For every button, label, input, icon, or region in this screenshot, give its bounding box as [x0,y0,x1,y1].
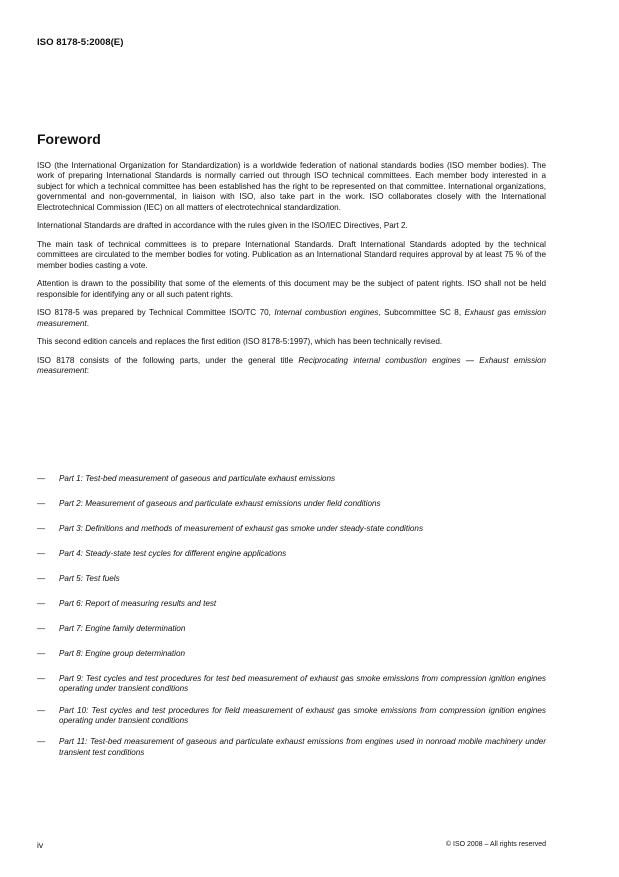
parts-list [37,474,546,769]
list-item [37,706,546,727]
dash: — [37,599,46,608]
dash: — [37,574,46,583]
list-item [37,474,546,484]
dash: — [37,737,46,747]
paragraph: This second edition cancels and replaces the first edition (ISO 8178-5:1997), which has been technically revised. [37,337,443,347]
dash: — [37,474,46,483]
dash: — [37,624,46,633]
list-item-text: Part 5: Test fuels [59,574,120,583]
page-number: iv [37,840,44,850]
list-item-text: Part 4: Steady-state test cycles for different engine applications [59,549,287,558]
text: ISO 8178 consists of the following parts, under the general title [37,355,299,365]
general-title: Reciprocating internal combustion engines — Exhaust emission measurement [37,355,546,376]
section-title: Foreword [37,131,101,147]
paragraph [37,356,546,377]
foreword-body [37,161,546,385]
list-item-text: Part 10: Test cycles and test procedures for field measurement of exhaust gas smoke emissions from compression ignition engines operating under transient conditions [59,705,546,726]
paragraph: International Standards are drafted in accordance with the rules given in the ISO/IEC Directives, Part 2. [37,221,408,231]
list-item-text: Part 6: Report of measuring results and test [59,599,217,608]
list-item [37,549,546,559]
text: ISO 8178-5 was prepared by Technical Committee ISO/TC 70, [37,308,275,318]
list-item [37,599,546,609]
committee-title: Internal combustion engines [274,308,379,318]
list-item-text: Part 9: Test cycles and test procedures for test bed measurement of exhaust gas smoke emissions from compression ignition engines operating under transient conditions [59,674,546,694]
document-id-header: ISO 8178-5:2008(E) [37,37,124,48]
list-item [37,574,546,584]
list-item [37,737,546,758]
paragraph: Attention is drawn to the possibility that some of the elements of this document may be the subject of patent rights. ISO shall not be held responsible for identifying any or all such patent rights. [37,279,546,299]
list-item [37,674,546,695]
dash: — [37,705,46,715]
list-item [37,524,546,534]
dash: — [37,549,46,558]
dash: — [37,524,46,533]
list-item-text: Part 8: Engine group determination [59,649,186,658]
list-item-text: Part 3: Definitions and methods of measurement of exhaust gas smoke under steady-state conditions [59,524,424,533]
paragraph: ISO (the International Organization for Standardization) is a worldwide federation of national standards bodies (ISO member bodies). The work of preparing International Standards is normally carried out through ISO technical committees. Each member body interested in a subject for which a technical committee has been established has the right to be represented on that committee. International organizations, governmental and non-governmental, in liaison with ISO, also take part in the work. ISO collaborates closely with the International Electrotechnical Commission (IEC) on all matters of electrotechnical standardization. [37,161,546,212]
copyright-notice: © ISO 2008 – All rights reserved [445,841,546,848]
paragraph [37,308,546,329]
text: . [86,318,89,328]
list-item-text: Part 7: Engine family determination [59,624,186,633]
text: , Subcommittee SC 8, [378,308,465,318]
list-item [37,649,546,659]
subcommittee-title: Exhaust gas emission measurement [37,308,546,328]
dash: — [37,499,46,508]
list-item-text: Part 1: Test-bed measurement of gaseous and particulate exhaust emissions [59,474,336,483]
list-item-text: Part 11: Test-bed measurement of gaseous and particulate exhaust emissions from engines used in nonroad mobile machinery under transient test conditions [59,737,546,757]
paragraph: The main task of technical committees is to prepare International Standards. Draft International Standards adopted by the technical committees are circulated to the member bodies for voting. Publication as an International Standard requires approval by at least 75 % of the member bodies casting a vote. [37,239,546,270]
dash: — [37,649,46,658]
dash: — [37,674,46,683]
text: : [86,366,89,376]
list-item [37,624,546,634]
list-item-text: Part 2: Measurement of gaseous and particulate exhaust emissions under field conditions [59,499,381,508]
list-item [37,499,546,509]
